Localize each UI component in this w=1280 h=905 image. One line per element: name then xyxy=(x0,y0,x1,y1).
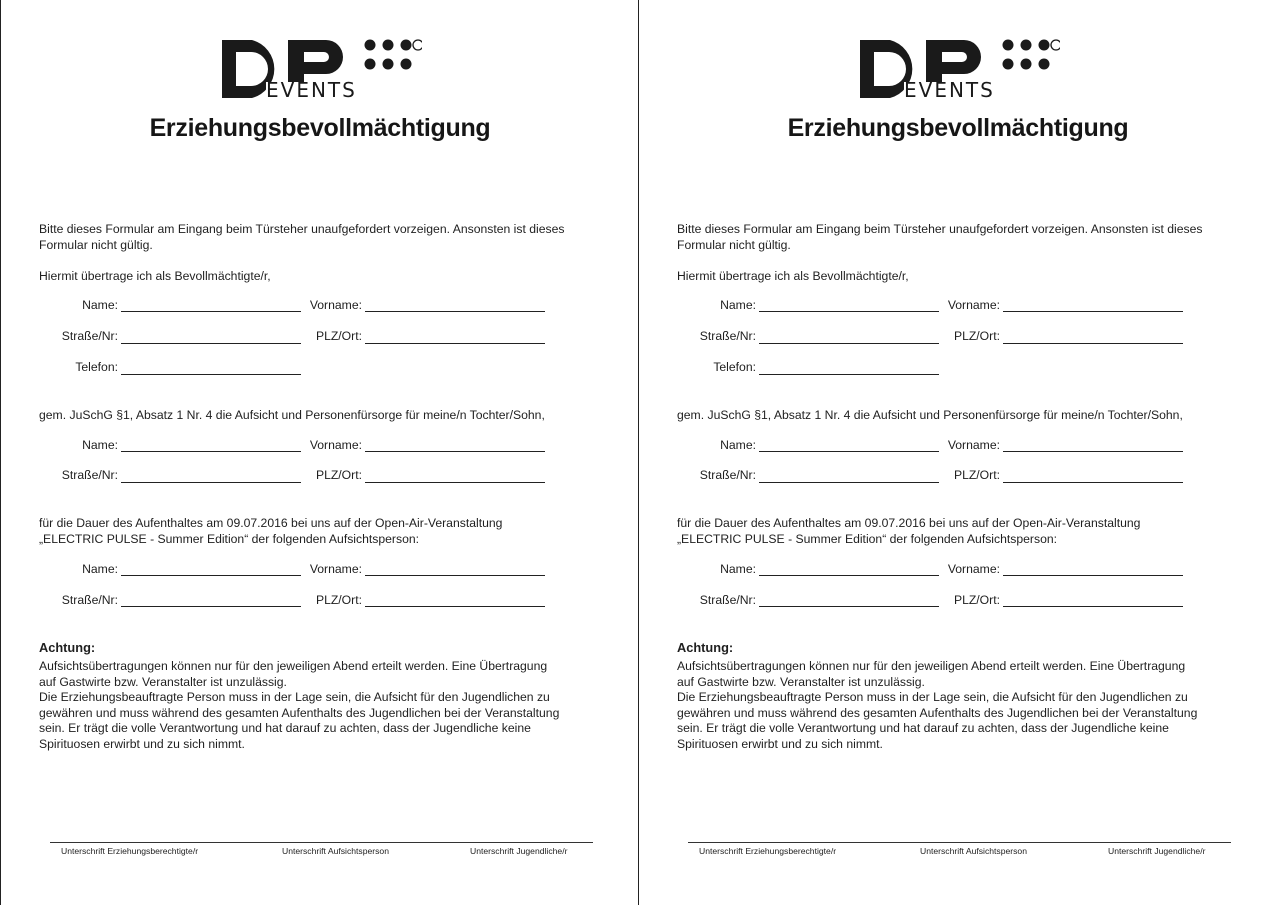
title-text: Erziehungsbevollmächtigung xyxy=(787,114,1129,142)
notice-line: sein. Er trägt die volle Verantwortung und hat darauf zu achten, dass der Jugendliche keine xyxy=(677,721,1169,735)
supervisor-vorname-field[interactable] xyxy=(1003,575,1183,576)
child-plz-label: PLZ/Ort: xyxy=(953,468,1000,482)
guardian-plz-label: PLZ/Ort: xyxy=(315,329,362,343)
supervisor-street-field[interactable] xyxy=(759,606,939,607)
child-plz-field[interactable] xyxy=(365,482,545,483)
guardian-vorname-field[interactable] xyxy=(1003,311,1183,312)
child-name-field[interactable] xyxy=(121,451,301,452)
intro-line-1: Bitte dieses Formular am Eingang beim Türsteher unaufgefordert vorzeigen. Ansonsten ist dieses xyxy=(677,222,1203,236)
child-street-label: Straße/Nr: xyxy=(699,468,756,482)
intro-line-2: Formular nicht gültig. xyxy=(39,238,153,252)
authorize-line: Hiermit übertrage ich als Bevollmächtigte/r, xyxy=(39,269,271,283)
child-name-label: Name: xyxy=(720,438,756,452)
child-street-label: Straße/Nr: xyxy=(61,468,118,482)
notice-line: Die Erziehungsbeauftragte Person muss in der Lage sein, die Aufsicht für den Jugendlichen zu xyxy=(677,690,1188,704)
supervisor-name-label: Name: xyxy=(82,562,118,576)
juschg-line: gem. JuSchG §1, Absatz 1 Nr. 4 die Aufsicht und Personenfürsorge für meine/n Tochter/Sohn, xyxy=(677,408,1183,422)
form-page-right xyxy=(638,0,1276,905)
supervisor-vorname-label: Vorname: xyxy=(947,562,1000,576)
supervisor-plz-field[interactable] xyxy=(365,606,545,607)
form-title xyxy=(748,114,1168,143)
duration-line-1: für die Dauer des Aufenthaltes am 09.07.2016 bei uns auf der Open-Air-Veranstaltung xyxy=(677,516,1141,530)
notice-line: Spirituosen erwirbt und zu sich nimmt. xyxy=(39,736,245,751)
child-name-field[interactable] xyxy=(759,451,939,452)
notice-line: gewähren und muss während des gesamten Aufenthalts des Jugendlichen bei der Veranstaltung xyxy=(39,705,560,720)
title-text: Erziehungsbevollmächtigung xyxy=(149,114,491,142)
supervisor-vorname-field[interactable] xyxy=(365,575,545,576)
notice-line: gewähren und muss während des gesamten Aufenthalts des Jugendlichen bei der Veranstaltung xyxy=(677,705,1198,720)
child-plz-label: PLZ/Ort: xyxy=(315,468,362,482)
dp-events-logo xyxy=(860,38,1060,100)
child-name-label: Name: xyxy=(82,438,118,452)
guardian-vorname-label: Vorname: xyxy=(309,298,362,312)
form-title xyxy=(110,114,530,143)
supervisor-street-label: Straße/Nr: xyxy=(61,593,118,607)
supervisor-plz-label: PLZ/Ort: xyxy=(315,593,362,607)
child-plz-field[interactable] xyxy=(1003,482,1183,483)
signature-line[interactable] xyxy=(688,842,1231,843)
achtung-heading: Achtung: xyxy=(677,640,734,655)
authorize-line: Hiermit übertrage ich als Bevollmächtigte/r, xyxy=(677,269,909,283)
supervisor-name-field[interactable] xyxy=(759,575,939,576)
intro-line-1: Bitte dieses Formular am Eingang beim Türsteher unaufgefordert vorzeigen. Ansonsten ist dieses xyxy=(39,222,565,236)
guardian-name-label: Name: xyxy=(82,298,118,312)
signature-guardian-label: Unterschrift Erziehungsberechtigte/r xyxy=(699,846,837,856)
guardian-plz-field[interactable] xyxy=(365,343,545,344)
notice-line: Spirituosen erwirbt und zu sich nimmt. xyxy=(677,736,883,751)
supervisor-name-field[interactable] xyxy=(121,575,301,576)
signature-youth-label: Unterschrift Jugendliche/r xyxy=(470,846,568,856)
supervisor-street-label: Straße/Nr: xyxy=(699,593,756,607)
notice-line: sein. Er trägt die volle Verantwortung und hat darauf zu achten, dass der Jugendliche keine xyxy=(39,721,531,735)
guardian-street-field[interactable] xyxy=(759,343,939,344)
duration-line-1: für die Dauer des Aufenthaltes am 09.07.2016 bei uns auf der Open-Air-Veranstaltung xyxy=(39,516,503,530)
notice-line: Aufsichtsübertragungen können nur für den jeweiligen Abend erteilt werden. Eine Übertragung xyxy=(677,659,1186,673)
child-street-field[interactable] xyxy=(121,482,301,483)
child-vorname-field[interactable] xyxy=(365,451,545,452)
dp-events-logo xyxy=(222,38,422,100)
guardian-name-label: Name: xyxy=(720,298,756,312)
signature-youth-label: Unterschrift Jugendliche/r xyxy=(1108,846,1206,856)
child-vorname-field[interactable] xyxy=(1003,451,1183,452)
child-vorname-label: Vorname: xyxy=(309,438,362,452)
guardian-name-field[interactable] xyxy=(121,311,301,312)
supervisor-plz-label: PLZ/Ort: xyxy=(953,593,1000,607)
guardian-phone-field[interactable] xyxy=(759,374,939,375)
guardian-phone-label: Telefon: xyxy=(75,360,118,374)
guardian-phone-label: Telefon: xyxy=(713,360,756,374)
svg-text:EVENTS: EVENTS xyxy=(904,78,995,100)
guardian-vorname-field[interactable] xyxy=(365,311,545,312)
juschg-line: gem. JuSchG §1, Absatz 1 Nr. 4 die Aufsicht und Personenfürsorge für meine/n Tochter/Sohn, xyxy=(39,408,545,422)
guardian-phone-field[interactable] xyxy=(121,374,301,375)
child-vorname-label: Vorname: xyxy=(947,438,1000,452)
guardian-plz-field[interactable] xyxy=(1003,343,1183,344)
signature-line[interactable] xyxy=(50,842,593,843)
supervisor-vorname-label: Vorname: xyxy=(309,562,362,576)
achtung-heading: Achtung: xyxy=(39,640,96,655)
guardian-vorname-label: Vorname: xyxy=(947,298,1000,312)
guardian-street-field[interactable] xyxy=(121,343,301,344)
signature-supervisor-label: Unterschrift Aufsichtsperson xyxy=(920,846,1027,856)
supervisor-street-field[interactable] xyxy=(121,606,301,607)
signature-guardian-label: Unterschrift Erziehungsberechtigte/r xyxy=(61,846,199,856)
svg-text:EVENTS: EVENTS xyxy=(266,78,357,100)
intro-line-2: Formular nicht gültig. xyxy=(677,238,791,252)
child-street-field[interactable] xyxy=(759,482,939,483)
guardian-plz-label: PLZ/Ort: xyxy=(953,329,1000,343)
guardian-street-label: Straße/Nr: xyxy=(699,329,756,343)
notice-text xyxy=(677,659,1252,752)
notice-line: auf Gastwirte bzw. Veranstalter ist unzulässig. xyxy=(39,674,287,689)
supervisor-name-label: Name: xyxy=(720,562,756,576)
guardian-street-label: Straße/Nr: xyxy=(61,329,118,343)
guardian-name-field[interactable] xyxy=(759,311,939,312)
notice-line: Aufsichtsübertragungen können nur für den jeweiligen Abend erteilt werden. Eine Übertragung xyxy=(39,659,548,673)
supervisor-plz-field[interactable] xyxy=(1003,606,1183,607)
duration-line-2: „ELECTRIC PULSE - Summer Edition“ der folgenden Aufsichtsperson: xyxy=(677,532,1058,546)
signature-supervisor-label: Unterschrift Aufsichtsperson xyxy=(282,846,389,856)
form-page-left xyxy=(0,0,638,905)
notice-text xyxy=(39,659,614,752)
duration-line-2: „ELECTRIC PULSE - Summer Edition“ der folgenden Aufsichtsperson: xyxy=(39,532,420,546)
notice-line: Die Erziehungsbeauftragte Person muss in der Lage sein, die Aufsicht für den Jugendlichen zu xyxy=(39,690,550,704)
notice-line: auf Gastwirte bzw. Veranstalter ist unzulässig. xyxy=(677,674,925,689)
